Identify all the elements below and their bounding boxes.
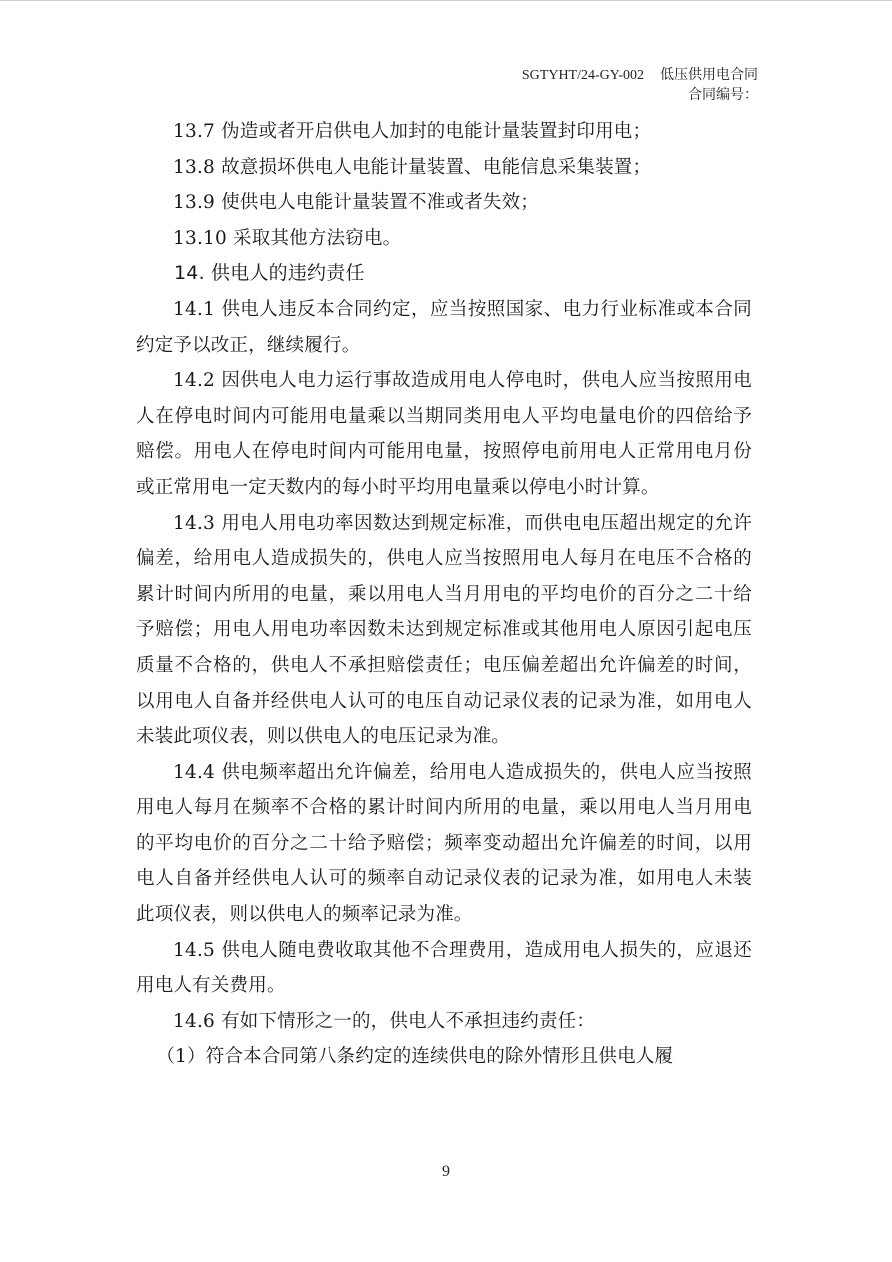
document-body [136, 114, 752, 1075]
clause-14-6-item-1: （1）符合本合同第八条约定的连续供电的除外情形且供电人履 [156, 1046, 674, 1068]
clause-14-2: 14.2 因供电人电力运行事故造成用电人停电时，供电人应当按照用电人在停电时间内可能用电量乘以当期同类用电人平均电量电价的四倍给予赔偿。用电人在停电时间内可能用电量，按照停电前用电人正常用电月份或正常用电一定天数内的每小时平均用电量乘以停电小时计算。 [136, 370, 752, 498]
clause-14-6: 14.6 有如下情形之一的，供电人不承担违约责任： [173, 1010, 596, 1032]
top-edge-rule [0, 0, 892, 1]
page-number: 9 [442, 1163, 450, 1180]
clause-13-9: 13.9 使供电人电能计量装置不准或者失效； [173, 192, 539, 214]
page-header [522, 66, 758, 106]
section-14-heading: 14. 供电人的违约责任 [174, 262, 365, 285]
clause-14-4: 14.4 供电频率超出允许偏差，给用电人造成损失的，供电人应当按照用电人每月在频率不合格的累计时间内所用的电量，乘以用电人当月用电的平均电价的百分之二十给予赔偿；频率变动超出允许偏差的时间，以用电人自备并经供电人认可的频率自动记录仪表的记录为准，如用电人未装此项仪表，则以供电人的频率记录为准。 [136, 761, 752, 926]
clause-14-1: 14.1 供电人违反本合同约定，应当按照国家、电力行业标准或本合同约定予以改正，继续履行。 [136, 298, 752, 356]
clause-14-3: 14.3 用电人用电功率因数达到规定标准，而供电电压超出规定的允许偏差，给用电人造成损失的，供电人应当按照用电人每月在电压不合格的累计时间内所用的电量，乘以用电人当月用电的平均电价的百分之二十给予赔偿；用电人用电功率因数未达到规定标准或其他用电人原因引起电压质量不合格的，供电人不承担赔偿责任；电压偏差超出允许偏差的时间，以用电人自备并经供电人认可的电压自动记录仪表的记录为准，如用电人未装此项仪表，则以供电人的电压记录为准。 [136, 512, 752, 748]
document-code: SGTYHT/24-GY-002 [521, 68, 644, 83]
clause-13-7: 13.7 伪造或者开启供电人加封的电能计量装置封印用电； [173, 121, 652, 142]
clause-14-5: 14.5 供电人随电费收取其他不合理费用，造成用电人损失的，应退还用电人有关费用。 [136, 939, 752, 997]
clause-13-8: 13.8 故意损坏供电人电能计量装置、电能信息采集装置； [173, 156, 652, 178]
clause-13-10: 13.10 采取其他方法窃电。 [173, 227, 402, 249]
contract-number-label: 合同编号： [688, 88, 758, 103]
header-line-1 [522, 66, 758, 86]
document-title: 低压供用电合同 [660, 68, 758, 83]
